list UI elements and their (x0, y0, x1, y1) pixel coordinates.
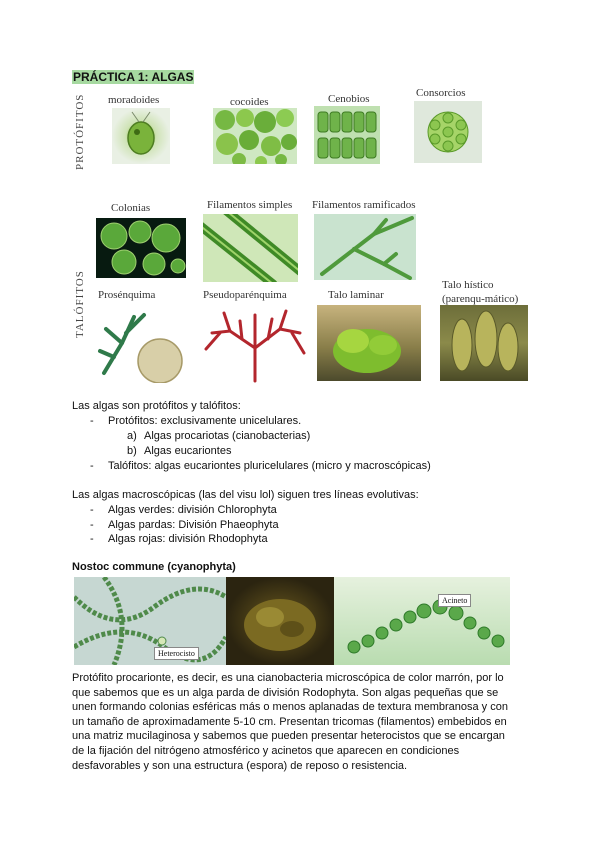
filaments-icon (203, 214, 298, 282)
caption-filamentos-simples: Filamentos simples (207, 199, 293, 211)
caption-cocoides: cocoides (230, 96, 269, 108)
prosenquima-alga-icon (94, 303, 186, 383)
list-protofitos: Protófitos: exclusivamente unicelulares. (108, 415, 302, 427)
list-talofitos: Talófitos: algas eucariontes pluricelulares (micro y macroscópicas) (108, 460, 431, 472)
cenobios-cells-icon (314, 106, 380, 164)
nostoc-colony-image (226, 577, 334, 665)
page-title: PRÁCTICA 1: ALGAS (73, 70, 194, 84)
dash: - (90, 460, 94, 472)
cenobios-image (314, 106, 380, 164)
cocoides-image (213, 108, 297, 164)
pseudoparenquima-image (200, 303, 310, 383)
macro-intro-text: Las algas macroscópicas (las del visu lol) siguen tres líneas evolutivas: (72, 489, 419, 501)
caption-colonias: Colonias (111, 202, 151, 214)
caption-moradoides: moradoides (108, 94, 160, 106)
list-marker-b: b) (127, 445, 137, 457)
filamentos-ramificados-image (314, 214, 416, 280)
caption-pseudoparenquima: Pseudoparénquima (203, 289, 287, 301)
list-item-b: Algas eucariontes (144, 445, 232, 457)
talofitos-label: TALÓFITOS (74, 270, 86, 338)
list-marker-a: a) (127, 430, 137, 442)
list-item-rojas: Algas rojas: división Rhodophyta (108, 533, 268, 545)
moradoides-image (112, 108, 170, 164)
filamentos-simples-image (203, 214, 298, 282)
nostoc-microscope-image (74, 577, 226, 665)
nostoc-filaments-icon (74, 577, 226, 665)
caption-filamentos-ramificados: Filamentos ramificados (312, 199, 416, 211)
nostoc-colony-icon (226, 577, 334, 665)
caption-talo-laminar: Talo laminar (328, 289, 384, 301)
acineto-filament-icon (334, 577, 510, 665)
talo-laminar-alga-icon (317, 305, 421, 381)
caption-talo-histico: Talo hístico (442, 279, 494, 291)
consorcios-image (414, 101, 482, 163)
list-item-pardas: Algas pardas: División Phaeophyta (108, 519, 279, 531)
colonias-spheres-icon (96, 218, 186, 278)
colonias-image (96, 218, 186, 278)
pseudoparenquima-alga-icon (200, 303, 310, 383)
heterocisto-label: Heterocisto (154, 647, 199, 660)
caption-prosenquima: Prosénquima (98, 289, 156, 301)
talo-histico-image (440, 305, 528, 381)
consorcios-star-icon (414, 101, 482, 163)
caption-talo-histico-sub: (parenqu-mático) (442, 293, 519, 305)
talo-laminar-image (317, 305, 421, 381)
cocoides-cells-icon (213, 108, 297, 164)
list-item-a: Algas procariotas (cianobacterias) (144, 430, 311, 442)
caption-cenobios: Cenobios (328, 93, 370, 105)
prosenquima-image (94, 303, 186, 383)
nostoc-heading: Nostoc commune (cyanophyta) (72, 561, 236, 573)
talo-histico-alga-icon (440, 305, 528, 381)
protofitos-label: PROTÓFITOS (74, 93, 86, 170)
nostoc-acineto-image (334, 577, 510, 665)
caption-consorcios: Consorcios (416, 87, 466, 99)
dash: - (90, 504, 94, 516)
dash: - (90, 533, 94, 545)
list-item-verdes: Algas verdes: división Chlorophyta (108, 504, 277, 516)
moradoides-cell-icon (112, 108, 170, 164)
nostoc-paragraph: Protófito procarionte, es decir, es una cianobacteria microscópica de color marrón, por lo que sabemos que es un alga parda de división Rodophyta. Son algas pequeñas que se unen formando colonias esféricas más o menos aplanadas de textura membranosa y con un tamaño de aproximadamente 5-10 cm. Presentan tricomas (filamentos) embebidos en una matriz mucilaginosa y sabemos que pueden presentar heterocistos que se encargan de la fijación del nitrógeno atmosférico y acinetos que aparecen en condiciones desfavorables y son una estructura (espora) de reposo o resistencia. (72, 672, 508, 772)
dash: - (90, 415, 94, 427)
acineto-label: Acineto (438, 594, 471, 607)
intro-text: Las algas son protófitos y talófitos: (72, 400, 241, 412)
branched-filaments-icon (314, 214, 416, 280)
dash: - (90, 519, 94, 531)
